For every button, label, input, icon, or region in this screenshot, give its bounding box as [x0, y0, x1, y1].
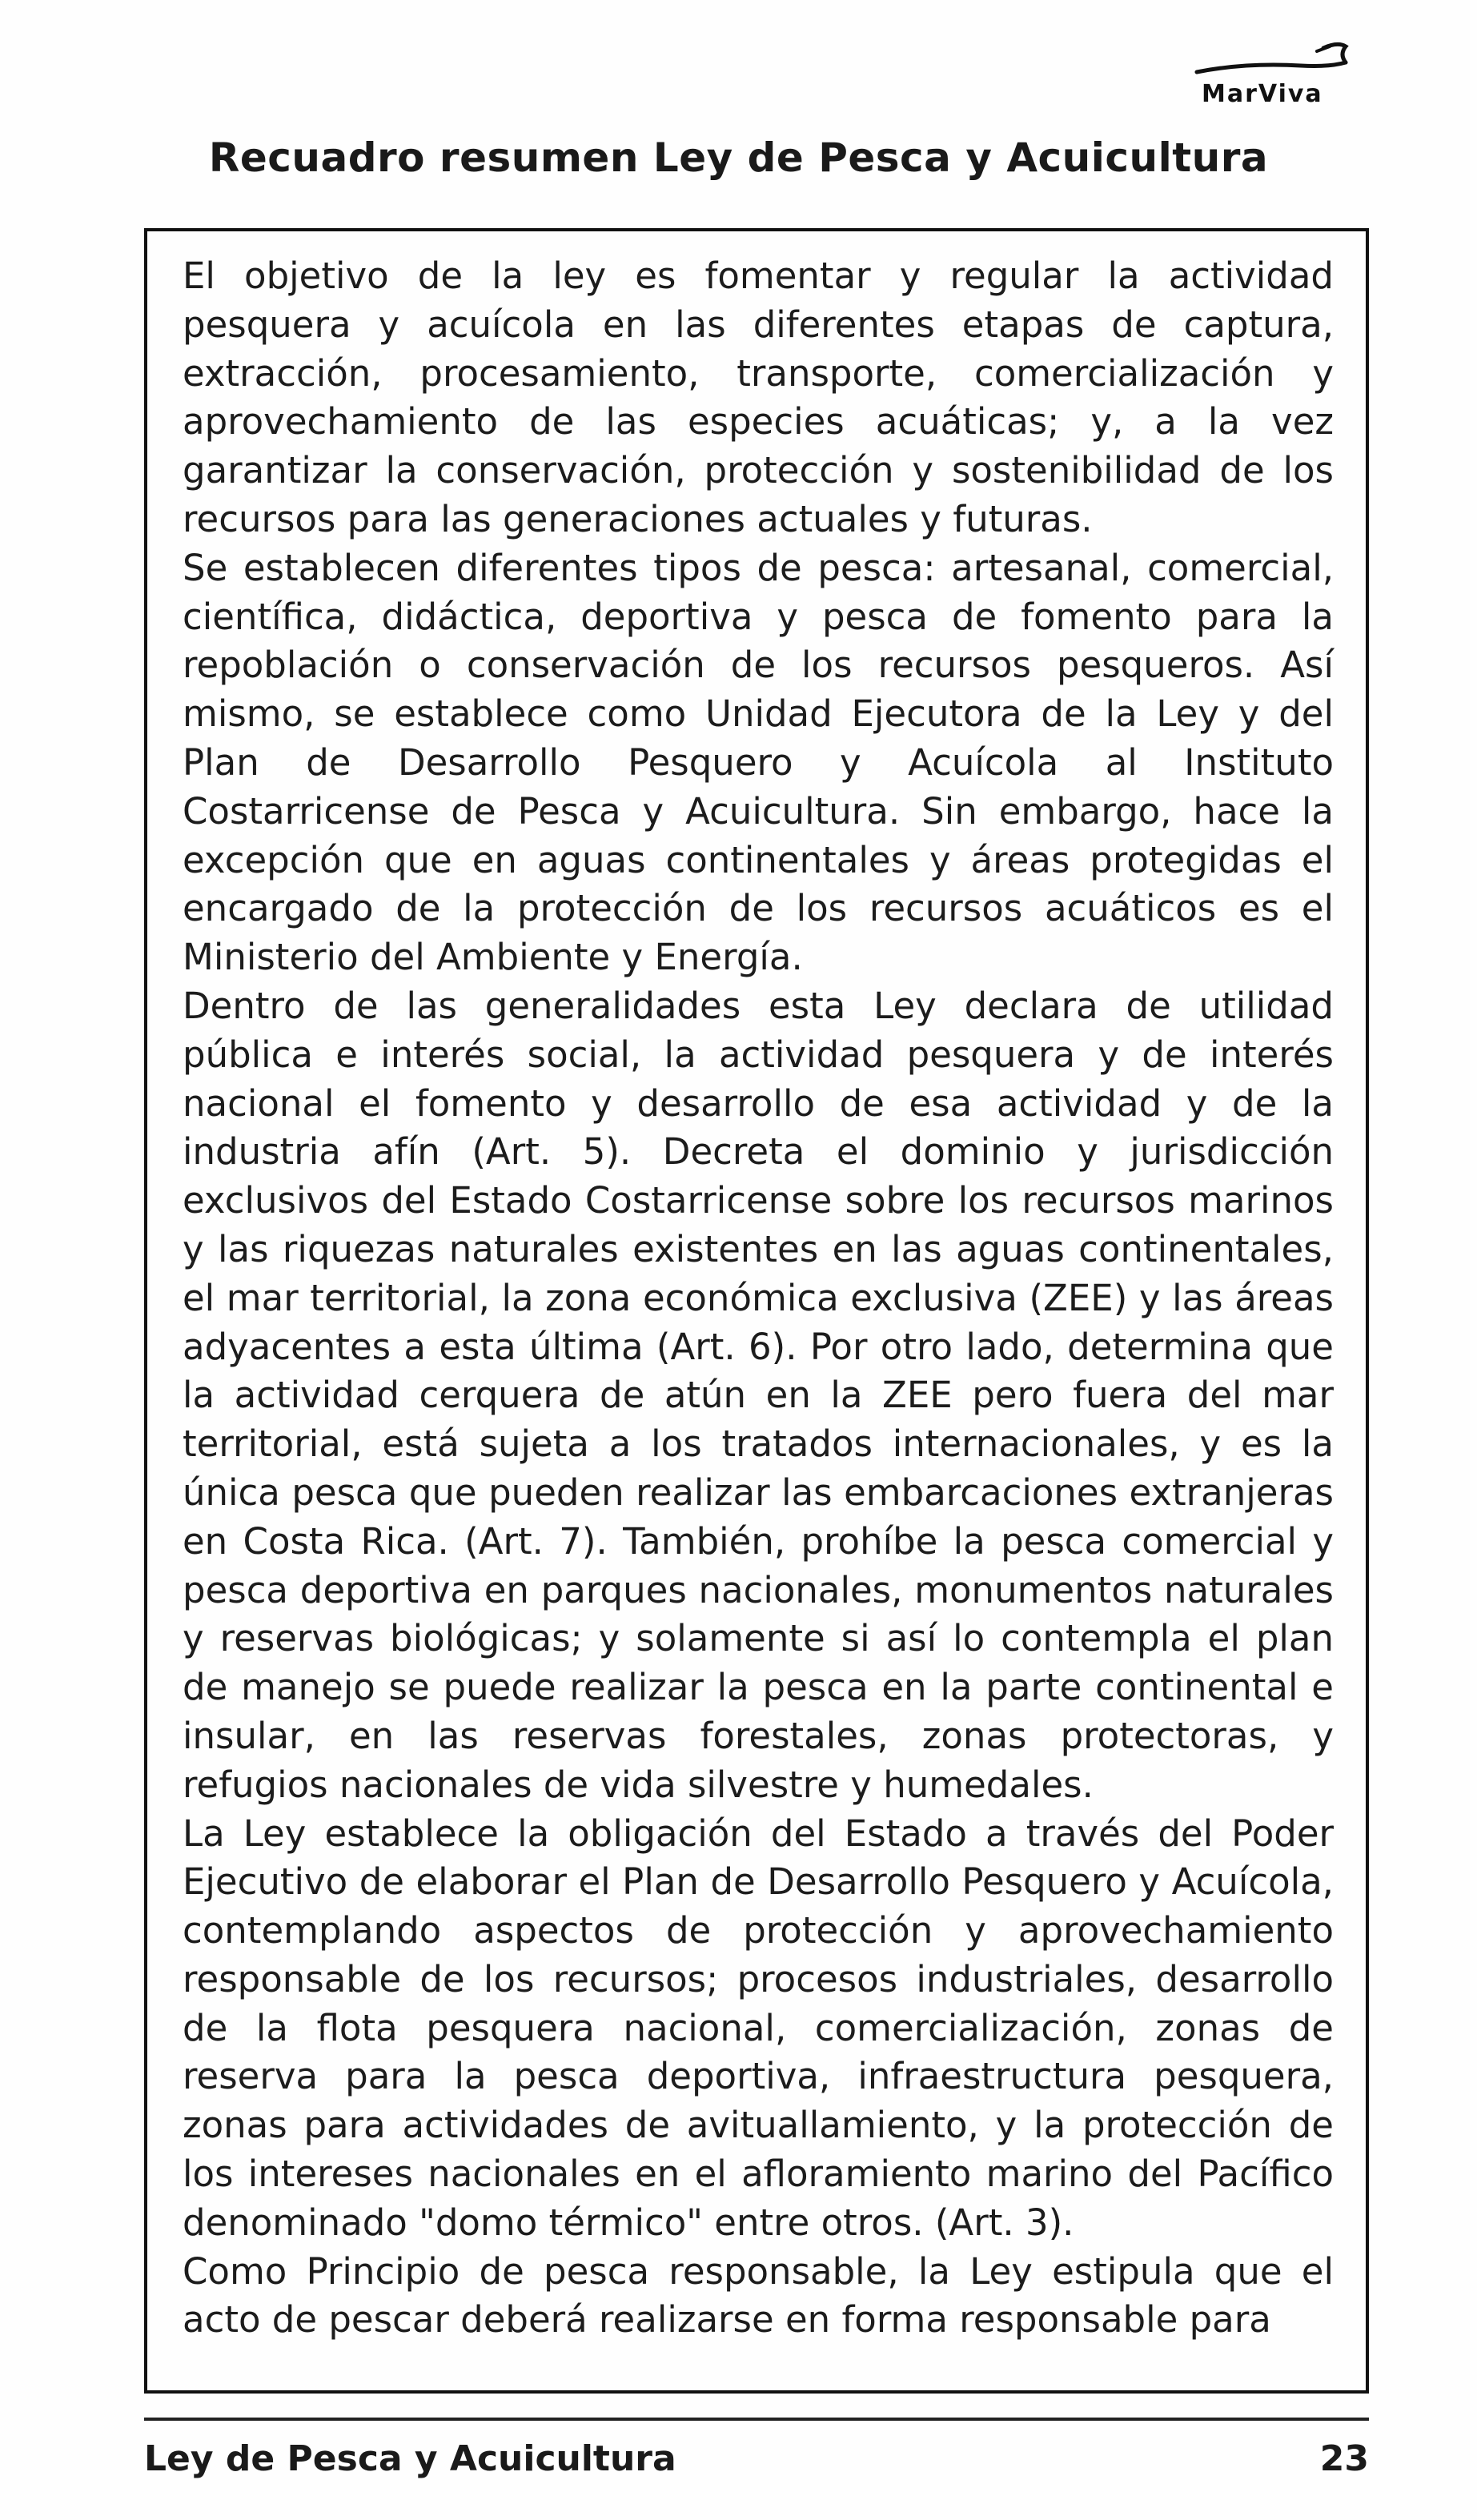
summary-box — [144, 228, 1369, 2394]
paragraph-generalities: Dentro de las generalidades esta Ley declara de utilidad pública e interés social, la actividad pesquera y de interés nacional el fomento y desarrollo de esa actividad y de la industria afín (Art. 5). Decreta el dominio y jurisdicción exclusivos del Estado Costarricense sobre los recursos marinos y las riquezas naturales existentes en las aguas continentales, el mar territorial, la zona económica exclusiva (ZEE) y las áreas adyacentes a esta última (Art. 6). Por otro lado, determina que la actividad cerquera de atún en la ZEE pero fuera del mar territorial, está sujeta a los tratados internacionales, y es la única pesca que pueden realizar las embarcaciones extranjeras en Costa Rica. (Art. 7). También, prohíbe la pesca comercial y pesca deportiva en parques nacionales, monumentos naturales y reservas biológicas; y solamente si así lo contempla el plan de manejo se puede realizar la pesca en la parte continental e insular, en las reservas forestales, zonas protectoras, y refugios nacionales de vida silvestre y humedales. — [183, 984, 1334, 1806]
paragraph-responsible-fishing: Como Principio de pesca responsable, la Ley estipula que el acto de pescar deberá realizarse en forma responsable para — [183, 2249, 1334, 2341]
summary-box-content — [183, 252, 1334, 2345]
page-title: Recuadro resumen Ley de Pesca y Acuicultura — [208, 134, 1269, 181]
marviva-logo — [1189, 30, 1373, 118]
footer-title: Ley de Pesca y Acuicultura — [144, 2438, 676, 2479]
paragraph-objective: El objetivo de la ley es fomentar y regular la actividad pesquera y acuícola en las diferentes etapas de captura, extracción, procesamiento, transporte, comercialización y aprovechamiento de las especies acuáticas; y, a la vez garantizar la conservación, protección y sostenibilidad de los recursos para las generaciones actuales y futuras. — [183, 255, 1334, 540]
page-number: 23 — [1319, 2438, 1369, 2479]
footer-divider — [144, 2418, 1369, 2421]
logo-text: MarViva — [1202, 80, 1323, 108]
paragraph-development-plan: La Ley establece la obligación del Estado a través del Poder Ejecutivo de elaborar el Plan de Desarrollo Pesquero y Acuícola, contemplando aspectos de protección y aprovechamiento responsable de los recursos; procesos industriales, desarrollo de la flota pesquera nacional, comercialización, zonas de reserva para la pesca deportiva, infraestructura pesquera, zonas para actividades de avituallamiento, y la protección de los intereses nacionales en el afloramiento marino del Pacífico denominado "domo térmico" entre otros. (Art. 3). — [183, 1812, 1334, 2244]
wave-icon — [1189, 30, 1373, 86]
paragraph-fishing-types: Se establecen diferentes tipos de pesca: artesanal, comercial, científica, didáctica, deportiva y pesca de fomento para la repoblación o conservación de los recursos pesqueros. Así mismo, se establece como Unidad Ejecutora de la Ley y del Plan de Desarrollo Pesquero y Acuícola al Instituto Costarricense de Pesca y Acuicultura. Sin embargo, hace la excepción que en aguas continentales y áreas protegidas el encargado de la protección de los recursos acuáticos es el Ministerio del Ambiente y Energía. — [183, 546, 1334, 979]
